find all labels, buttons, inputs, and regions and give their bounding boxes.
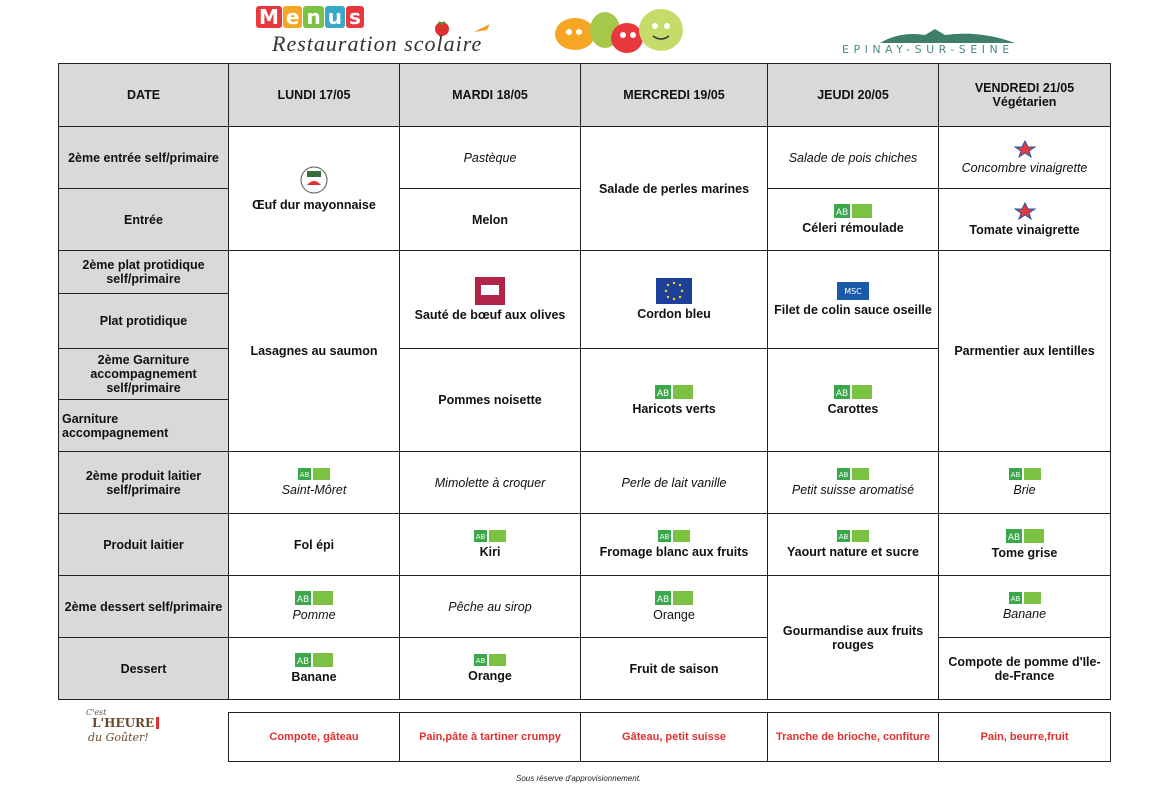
menu-cell: Salade de pois chiches (768, 127, 939, 189)
menu-cell: AB Pomme (229, 576, 400, 638)
bio-label-icon (655, 591, 693, 605)
svg-text:L'HEURE: L'HEURE (92, 716, 155, 730)
menu-cell: Compote de pomme d'Ile-de-France (939, 638, 1111, 700)
row-label: 2ème produit laitier self/primaire (59, 452, 229, 514)
svg-text:AB: AB (299, 471, 310, 479)
menu-cell: AB Brie (939, 452, 1111, 514)
gouter-cell-tuesday: Pain,pâte à tartiner crumpy (400, 713, 581, 762)
bio-label-icon (658, 530, 690, 542)
menu-cell: AB Fromage blanc aux fruits (581, 514, 768, 576)
row-label: Entrée (59, 189, 229, 251)
bio-label-icon (295, 653, 333, 667)
menus-letter: u (325, 6, 345, 28)
menu-cell: AB Banane (939, 576, 1111, 638)
col-header-monday: LUNDI 17/05 (229, 64, 400, 127)
menu-cell: Fol épi (229, 514, 400, 576)
menu-cell: Sauté de bœuf aux olives (400, 251, 581, 349)
table-row (59, 251, 1111, 294)
restauration-scolaire-title: Restauration scolaire (272, 31, 483, 56)
svg-text:AB: AB (835, 208, 849, 218)
row-label: Produit laitier (59, 514, 229, 576)
menu-cell: Œuf dur mayonnaise (229, 127, 400, 251)
menus-letter: s (346, 6, 364, 28)
bio-label-icon (1009, 592, 1041, 604)
row-label: 2ème Garniture accompagnement self/primaire (59, 349, 229, 400)
row-label: Garniture accompagnement (59, 400, 229, 452)
bio-label-icon (474, 530, 506, 542)
table-row (59, 127, 1111, 189)
svg-text:AB: AB (1010, 471, 1020, 479)
svg-text:AB: AB (838, 533, 849, 541)
page-header (0, 0, 1161, 62)
menu-cell: Perle de lait vanille (581, 452, 768, 514)
col-header-date: DATE (59, 64, 229, 127)
bio-label-icon (1009, 468, 1041, 480)
row-label: Dessert (59, 638, 229, 700)
menu-cell: AB Saint-Môret (229, 452, 400, 514)
menu-cell: MSC Filet de colin sauce oseille (768, 251, 939, 349)
menu-cell: Gourmandise aux fruits rouges (768, 576, 939, 700)
svg-text:AB: AB (838, 471, 849, 479)
gouter-cell-friday: Pain, beurre,fruit (939, 713, 1111, 762)
menu-cell: AB Céleri rémoulade (768, 189, 939, 251)
svg-text:MSC: MSC (844, 287, 862, 296)
menu-cell: AB Banane (229, 638, 400, 700)
menus-letter: M (256, 6, 282, 28)
menu-cell: Pêche au sirop (400, 576, 581, 638)
svg-text:C'est: C'est (86, 708, 107, 717)
svg-text:AB: AB (1010, 595, 1020, 603)
menu-cell: Cordon bleu (581, 251, 768, 349)
gouter-cell-wednesday: Gâteau, petit suisse (581, 713, 768, 762)
menu-cell: Tomate vinaigrette (939, 189, 1111, 251)
table-header-row (59, 64, 1111, 127)
col-header-tuesday: MARDI 18/05 (400, 64, 581, 127)
row-label: 2ème dessert self/primaire (59, 576, 229, 638)
menu-cell: Mimolette à croquer (400, 452, 581, 514)
bio-label-icon (834, 204, 872, 218)
menu-cell: AB Haricots verts (581, 349, 768, 452)
menu-cell: AB Carottes (768, 349, 939, 452)
bio-label-icon (474, 654, 506, 666)
menu-cell: Lasagnes au saumon (229, 251, 400, 452)
table-row (59, 638, 1111, 700)
menu-cell: AB Orange (400, 638, 581, 700)
svg-text:AB: AB (835, 388, 849, 399)
oeufs-plein-air-icon (299, 165, 329, 195)
menu-table (58, 63, 1111, 700)
row-label: Plat protidique (59, 294, 229, 349)
table-row (59, 452, 1111, 514)
gouter-cell-thursday: Tranche de brioche, confiture (768, 713, 939, 762)
col-header-friday: VENDREDI 21/05 Végétarien (939, 64, 1111, 127)
table-row (59, 576, 1111, 638)
bio-label-icon (837, 468, 869, 480)
svg-text:AB: AB (296, 595, 310, 605)
fait-maison-icon (1014, 202, 1036, 220)
fait-maison-icon (1014, 140, 1036, 158)
menus-logo (256, 6, 365, 28)
heure-du-gouter-logo (82, 705, 166, 751)
eu-flag-icon (656, 278, 692, 304)
label-rouge-beef-icon (475, 277, 505, 305)
svg-text:AB: AB (656, 595, 670, 605)
menu-cell: Pommes noisette (400, 349, 581, 452)
gouter-cell-monday: Compote, gâteau (229, 713, 400, 762)
epinay-skyline-icon (840, 25, 1040, 45)
svg-text:du Goûter!: du Goûter! (88, 731, 149, 744)
row-label: 2ème plat protidique self/primaire (59, 251, 229, 294)
svg-text:AB: AB (1007, 533, 1020, 543)
menu-cell: Salade de perles marines (581, 127, 768, 251)
bio-label-icon (655, 385, 693, 399)
svg-text:AB: AB (656, 388, 670, 399)
col-header-wednesday: MERCREDI 19/05 (581, 64, 768, 127)
svg-text:AB: AB (659, 533, 670, 541)
col-header-thursday: JEUDI 20/05 (768, 64, 939, 127)
menu-cell: AB Kiri (400, 514, 581, 576)
menus-letter: n (303, 6, 323, 28)
footer-note: Sous réserve d'approvisionnement. (516, 774, 642, 783)
menu-cell: AB Orange (581, 576, 768, 638)
svg-text:AB: AB (475, 533, 486, 541)
bio-label-icon (837, 530, 869, 542)
menu-cell: Pastèque (400, 127, 581, 189)
gouter-table (228, 712, 1111, 762)
menu-cell: AB Petit suisse aromatisé (768, 452, 939, 514)
bio-label-icon (834, 385, 872, 399)
menu-cell: Melon (400, 189, 581, 251)
menu-cell: Concombre vinaigrette (939, 127, 1111, 189)
vegetarian-note: Végétarien (992, 95, 1057, 109)
table-row (59, 514, 1111, 576)
bio-label-icon (1006, 529, 1044, 543)
menus-letter: e (283, 6, 303, 28)
menu-cell: AB Yaourt nature et sucre (768, 514, 939, 576)
row-label: 2ème entrée self/primaire (59, 127, 229, 189)
town-name: EPINAY-SUR-SEINE (842, 43, 1014, 56)
fruit-characters-icon (553, 4, 688, 56)
bio-label-icon (298, 468, 330, 480)
menu-cell: AB Tome grise (939, 514, 1111, 576)
menu-cell: Fruit de saison (581, 638, 768, 700)
menu-cell: Parmentier aux lentilles (939, 251, 1111, 452)
svg-text:AB: AB (296, 657, 310, 667)
msc-label-icon (837, 282, 869, 300)
gouter-row (229, 713, 1111, 762)
bio-label-icon (295, 591, 333, 605)
svg-text:AB: AB (475, 657, 486, 665)
